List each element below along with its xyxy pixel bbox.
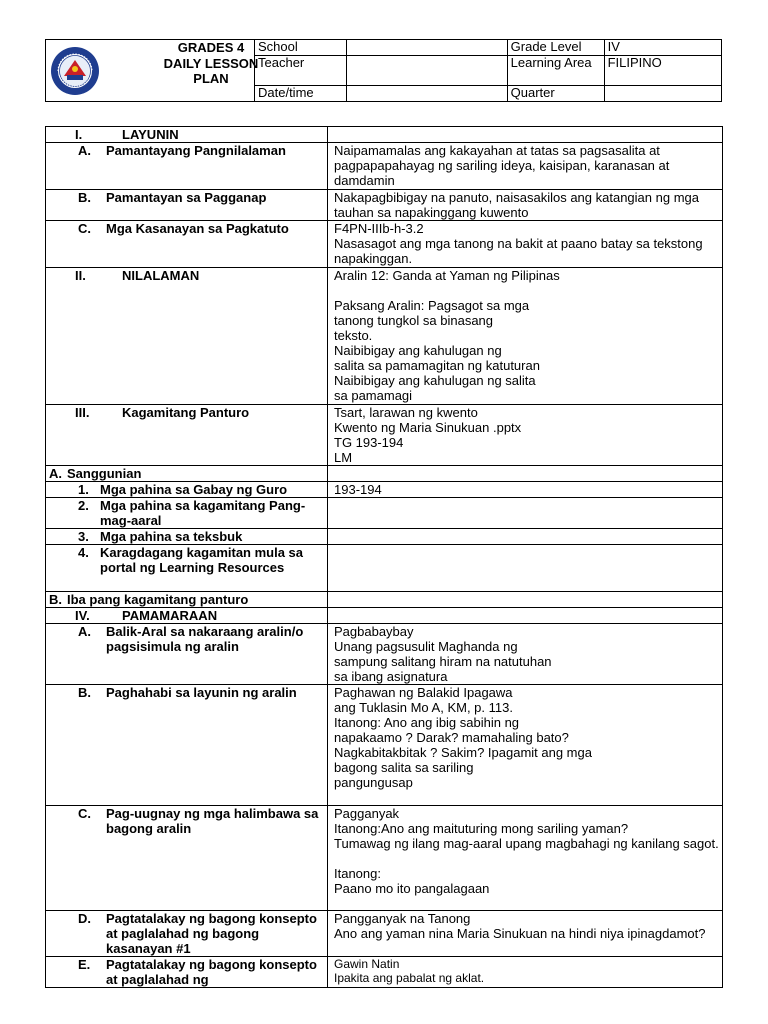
learning-area-value: FILIPINO [604,55,721,85]
row-content-text: 193-194 [334,482,382,497]
row-number: C. [78,806,91,821]
row-number: E. [78,957,91,972]
row-label-cell [46,127,328,143]
row-label-text: Karagdagang kagamitan mula sa portal ng Learning Resources [100,545,304,575]
row-label-cell [46,806,328,911]
row-label-cell [46,221,328,268]
row-label [49,685,324,700]
lesson-plan-header [45,39,722,102]
row-content-text: Gawin Natin Ipakita ang pabalat ng aklat. [334,957,485,985]
date-time-value [346,85,507,101]
row-label-text: Pagtatalakay ng bagong konsepto at paglalahad ng bagong kasanayan #1 [106,911,317,956]
grade-level-label: Grade Level [507,40,604,55]
row-number: 2. [78,498,89,513]
row-content-cell [328,405,723,466]
row-label-text: NILALAMAN [122,268,200,283]
row-label [49,466,324,481]
row-label-cell [46,466,328,482]
row-label-cell [46,529,328,545]
row-label [49,608,324,623]
lesson-plan-row [46,911,723,957]
row-label [49,143,324,158]
title-line: PLAN [193,71,229,86]
row-label-cell [46,405,328,466]
row-content-text: Tsart, larawan ng kwento Kwento ng Maria Sinukuan .pptx TG 193-194 LM [334,405,522,465]
row-content-cell [328,466,723,482]
row-content-cell [328,482,723,498]
lesson-plan-row [46,482,723,498]
row-label [49,221,324,236]
row-label-cell [46,957,328,988]
row-label [49,806,324,836]
row-label-cell [46,685,328,806]
document-title [156,40,266,101]
row-label [49,482,324,497]
lesson-plan-row [46,592,723,608]
row-label [49,190,324,205]
lesson-plan-row [46,127,723,143]
learning-area-label: Learning Area [507,55,604,85]
row-label-text: LAYUNIN [122,127,179,142]
row-content-text: Nakapagbibigay na panuto, naisasakilos ang katangian ng mga tauhan sa napakinggang kuwento [334,190,699,220]
row-content-cell [328,806,723,911]
row-label-text: Mga pahina sa kagamitang Pang-mag-aaral [100,498,306,528]
row-number: B. [78,685,91,700]
quarter-label: Quarter [507,85,604,101]
row-label-text: Kagamitang Panturo [122,405,250,420]
lesson-plan-row [46,268,723,405]
row-label-text: Pagtatalakay ng bagong konsepto at paglalahad ng [106,957,317,987]
row-content-cell [328,685,723,806]
row-content-text: Paghawan ng Balakid Ipagawa ang Tuklasin Mo A, KM, p. 113. Itanong: Ano ang ibig sabihin ng napakaamo ? Darak? mamahaling bato? Nagkabitakbitak ? Sakim? Ipagamit ang mga bagong salita sa sariling pangungusap [334,685,592,790]
lesson-plan-table [45,126,723,988]
teacher-label: Teacher [255,55,347,85]
row-content-cell [328,911,723,957]
row-content-cell [328,592,723,608]
row-content-text: Naipamamalas ang kakayahan at tatas sa pagsasalita at pagpapapahayag ng sariling ideya, kaisipan, karanasan at damdamin [334,143,670,188]
grade-level-value: IV [604,40,721,55]
lesson-plan-row [46,143,723,190]
row-number: II. [75,268,86,283]
row-content-text: Aralin 12: Ganda at Yaman ng Pilipinas Paksang Aralin: Pagsagot sa mga tanong tungkol sa binasang teksto. Naibibigay ang kahulugan ng salita sa pamamagitan ng katuturan Naibibigay ang kahulugan ng salita sa pamamagi [334,268,560,403]
lesson-plan-row [46,405,723,466]
lesson-plan-row [46,498,723,529]
lesson-plan-row [46,685,723,806]
lesson-plan-row [46,624,723,685]
row-content-cell [328,624,723,685]
row-label-text: Balik-Aral sa nakaraang aralin/o pagsisimula ng aralin [106,624,304,654]
row-content-cell [328,608,723,624]
row-number: A. [49,466,62,481]
row-label-text: Iba pang kagamitang panturo [67,592,249,607]
deped-seal-icon [50,46,100,96]
quarter-value [604,85,721,101]
row-number: D. [78,911,91,926]
lesson-plan-row [46,466,723,482]
lesson-plan-row [46,190,723,221]
row-label-cell [46,545,328,592]
row-content-text: F4PN-IIIb-h-3.2 Nasasagot ang mga tanong na bakit at paano batay sa tekstong napakinggan. [334,221,703,266]
row-content-cell [328,498,723,529]
lesson-plan-row [46,529,723,545]
row-label-cell [46,624,328,685]
row-number: I. [75,127,83,142]
teacher-value [346,55,507,85]
school-label: School [255,40,347,55]
row-label [49,911,324,956]
row-content-cell [328,143,723,190]
row-content-cell [328,268,723,405]
row-label-text: Mga Kasanayan sa Pagkatuto [106,221,289,236]
lesson-plan-row [46,806,723,911]
row-number: B. [78,190,91,205]
school-value [346,40,507,55]
row-label [49,405,324,420]
row-number: IV. [75,608,90,623]
row-number: III. [75,405,90,420]
row-content-cell [328,127,723,143]
row-label-text: Pamantayan sa Pagganap [106,190,267,205]
row-content-text: Pangganyak na Tanong Ano ang yaman nina Maria Sinukuan na hindi niya ipinagdamot? [334,911,706,941]
date-time-label: Date/time [255,85,347,101]
row-label [49,268,324,283]
row-content-text: Pagganyak Itanong:Ano ang maituturing mong sariling yaman? Tumawag ng ilang mag-aaral upang magbahagi ng kanilang sagot. Itanong: Paano mo ito pangalagaan [334,806,719,896]
lesson-plan-row [46,608,723,624]
row-number: A. [78,143,91,158]
row-content-cell [328,545,723,592]
row-content-cell [328,529,723,545]
row-label-text: Paghahabi sa layunin ng aralin [106,685,297,700]
row-label [49,127,324,142]
row-label-text: Pag-uugnay ng mga halimbawa sa bagong aralin [106,806,319,836]
row-content-cell [328,957,723,988]
row-label [49,498,324,528]
row-label-cell [46,143,328,190]
row-label-cell [46,268,328,405]
row-label [49,592,324,607]
row-number: B. [49,592,62,607]
row-label-cell [46,190,328,221]
row-number: 1. [78,482,89,497]
row-label-cell [46,592,328,608]
lesson-plan-row [46,545,723,592]
row-label-text: Pamantayang Pangnilalaman [106,143,286,158]
title-line: GRADES 4 [177,40,245,55]
header-info-table [254,40,721,101]
lesson-plan-row [46,957,723,988]
row-label-cell [46,498,328,529]
row-number: 3. [78,529,89,544]
row-label-text: Mga pahina sa Gabay ng Guro [100,482,288,497]
row-label-text: PAMAMARAAN [122,608,218,623]
row-number: 4. [78,545,89,560]
row-label-cell [46,608,328,624]
row-label-text: Mga pahina sa teksbuk [100,529,243,544]
row-label [49,957,324,987]
row-label-cell [46,482,328,498]
row-content-cell [328,221,723,268]
row-label-cell [46,911,328,957]
header-logo-cell [46,40,259,101]
row-label [49,624,324,654]
row-number: C. [78,221,91,236]
row-label [49,529,324,544]
row-content-cell [328,190,723,221]
lesson-plan-row [46,221,723,268]
row-label [49,545,324,575]
row-number: A. [78,624,91,639]
row-content-text: Pagbabaybay Unang pagsusulit Maghanda ng sampung salitang hiram na natutuhan sa ibang asignatura [334,624,552,684]
title-line: DAILY LESSON [163,55,259,71]
row-label-text: Sanggunian [67,466,142,481]
